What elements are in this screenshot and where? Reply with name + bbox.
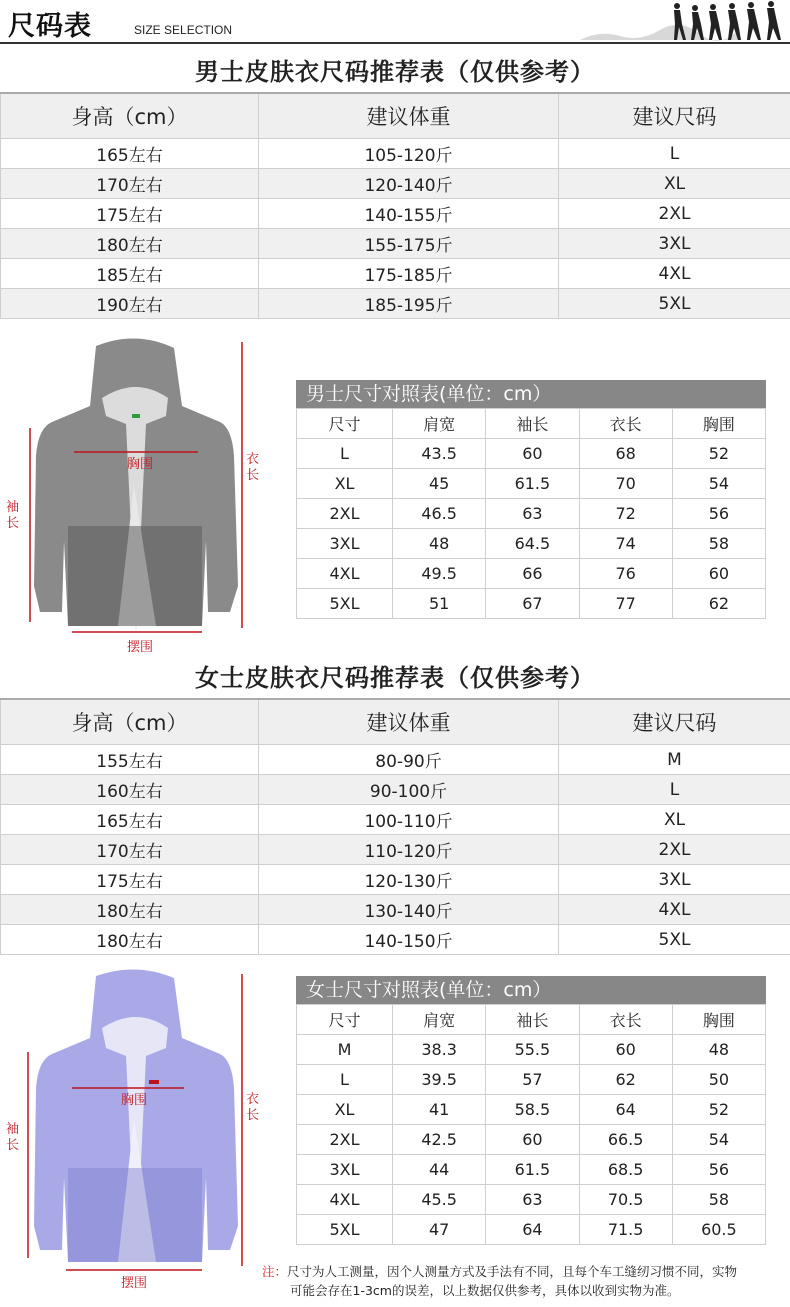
table-cell: 49.5 — [393, 559, 486, 589]
table-cell: 54 — [672, 469, 765, 499]
disclaimer-note — [262, 1262, 790, 1300]
table-cell: 61.5 — [486, 1155, 579, 1185]
header-cell: 建议尺码 — [559, 699, 790, 745]
table-cell: 140-150斤 — [259, 925, 559, 955]
table-cell: 180左右 — [1, 925, 259, 955]
table-cell: 5XL — [559, 289, 790, 319]
sleeve-label: 袖长 — [6, 500, 20, 531]
table-cell: 3XL — [559, 865, 790, 895]
table-row — [1, 169, 790, 199]
table-row — [297, 1215, 766, 1245]
table-cell: 66.5 — [579, 1125, 672, 1155]
table-cell: 60 — [486, 1125, 579, 1155]
header-cell: 胸围 — [672, 1005, 765, 1035]
table-cell: XL — [297, 469, 393, 499]
women-measure-title: 女士尺寸对照表(单位：cm） — [296, 976, 766, 1004]
women-jacket-illustration — [6, 968, 266, 1286]
table-row — [297, 1095, 766, 1125]
table-cell: 190左右 — [1, 289, 259, 319]
header-cell: 胸围 — [672, 409, 765, 439]
table-cell: 60 — [486, 439, 579, 469]
table-cell: 48 — [672, 1035, 765, 1065]
table-cell: 140-155斤 — [259, 199, 559, 229]
table-cell: 58 — [672, 529, 765, 559]
table-cell: 64 — [579, 1095, 672, 1125]
table-cell: 155左右 — [1, 745, 259, 775]
table-cell: 68.5 — [579, 1155, 672, 1185]
table-cell: 71.5 — [579, 1215, 672, 1245]
table-cell: 130-140斤 — [259, 895, 559, 925]
table-row — [1, 835, 790, 865]
hem-label: 摆围 — [127, 640, 154, 655]
table-row — [1, 199, 790, 229]
table-cell: 160左右 — [1, 775, 259, 805]
table-cell: 51 — [393, 589, 486, 619]
table-cell: 72 — [579, 499, 672, 529]
hikers-silhouette-icon — [580, 0, 790, 42]
table-cell: 180左右 — [1, 895, 259, 925]
table-cell: 64 — [486, 1215, 579, 1245]
table-cell: 180左右 — [1, 229, 259, 259]
sleeve-label: 袖长 — [6, 1122, 20, 1153]
table-cell: 48 — [393, 529, 486, 559]
table-cell: 185-195斤 — [259, 289, 559, 319]
table-header-row — [297, 1005, 766, 1035]
note-line-1: 尺寸为人工测量，因个人测量方式及手法有不同，且每个车工缝纫习惯不同，实物 — [287, 1264, 738, 1279]
table-row — [1, 289, 790, 319]
page-subtitle: SIZE SELECTION — [134, 23, 233, 37]
table-cell: 60.5 — [672, 1215, 765, 1245]
table-cell: 110-120斤 — [259, 835, 559, 865]
table-cell: 80-90斤 — [259, 745, 559, 775]
note-prefix: 注： — [262, 1264, 288, 1279]
women-section-title: 女士皮肤衣尺码推荐表（仅供参考） — [195, 664, 595, 692]
header-cell: 衣长 — [579, 409, 672, 439]
table-cell: 64.5 — [486, 529, 579, 559]
table-cell: 39.5 — [393, 1065, 486, 1095]
table-cell: 67 — [486, 589, 579, 619]
table-cell: 45.5 — [393, 1185, 486, 1215]
hem-label: 摆围 — [121, 1276, 148, 1291]
header-cell: 建议尺码 — [559, 93, 790, 139]
table-cell: 60 — [579, 1035, 672, 1065]
table-row — [1, 865, 790, 895]
table-row — [297, 529, 766, 559]
men-jacket-illustration — [6, 336, 266, 654]
table-cell: 63 — [486, 1185, 579, 1215]
table-cell: 74 — [579, 529, 672, 559]
table-cell: 100-110斤 — [259, 805, 559, 835]
women-recommend-table — [0, 698, 790, 955]
table-row — [297, 1185, 766, 1215]
page-title: 尺码表 — [8, 11, 92, 42]
header-cell: 身高（cm） — [1, 93, 259, 139]
table-row — [1, 805, 790, 835]
table-cell: M — [297, 1035, 393, 1065]
table-cell: 175左右 — [1, 865, 259, 895]
men-jacket-icon — [34, 338, 238, 636]
length-label: 衣长 — [246, 1092, 260, 1123]
table-cell: L — [297, 439, 393, 469]
header-cell: 尺寸 — [297, 1005, 393, 1035]
table-cell: 4XL — [559, 895, 790, 925]
table-cell: 3XL — [297, 529, 393, 559]
table-cell: 185左右 — [1, 259, 259, 289]
table-cell: 46.5 — [393, 499, 486, 529]
table-cell: 70 — [579, 469, 672, 499]
table-header-row — [1, 93, 790, 139]
page-header — [0, 0, 790, 44]
men-section-title: 男士皮肤衣尺码推荐表（仅供参考） — [195, 58, 595, 86]
table-cell: 52 — [672, 439, 765, 469]
table-cell: 3XL — [559, 229, 790, 259]
table-cell: 105-120斤 — [259, 139, 559, 169]
table-cell: 5XL — [297, 589, 393, 619]
table-cell: 170左右 — [1, 835, 259, 865]
table-cell: XL — [559, 805, 790, 835]
table-cell: 50 — [672, 1065, 765, 1095]
table-cell: 62 — [579, 1065, 672, 1095]
table-row — [297, 589, 766, 619]
table-cell: L — [297, 1065, 393, 1095]
table-row — [1, 259, 790, 289]
table-cell: 170左右 — [1, 169, 259, 199]
table-cell: 165左右 — [1, 805, 259, 835]
table-cell: 62 — [672, 589, 765, 619]
table-cell: 54 — [672, 1125, 765, 1155]
table-cell: 120-130斤 — [259, 865, 559, 895]
table-cell: M — [559, 745, 790, 775]
table-cell: 41 — [393, 1095, 486, 1125]
table-cell: 38.3 — [393, 1035, 486, 1065]
table-cell: 165左右 — [1, 139, 259, 169]
table-cell: 2XL — [297, 1125, 393, 1155]
table-cell: 57 — [486, 1065, 579, 1095]
header-cell: 身高（cm） — [1, 699, 259, 745]
table-row — [297, 559, 766, 589]
table-cell: 60 — [672, 559, 765, 589]
header-cell: 肩宽 — [393, 1005, 486, 1035]
table-cell: 77 — [579, 589, 672, 619]
table-cell: 47 — [393, 1215, 486, 1245]
table-cell: 5XL — [297, 1215, 393, 1245]
length-label: 衣长 — [246, 452, 260, 483]
table-cell: 155-175斤 — [259, 229, 559, 259]
men-measure-table — [296, 380, 766, 619]
table-cell: 120-140斤 — [259, 169, 559, 199]
table-cell: 45 — [393, 469, 486, 499]
header-cell: 袖长 — [486, 1005, 579, 1035]
women-measure-table — [296, 976, 766, 1245]
table-row — [1, 745, 790, 775]
table-row — [297, 469, 766, 499]
table-cell: 2XL — [559, 835, 790, 865]
table-cell: 56 — [672, 499, 765, 529]
men-recommend-table — [0, 92, 790, 319]
table-cell: 70.5 — [579, 1185, 672, 1215]
chest-label: 胸围 — [127, 457, 154, 472]
table-row — [1, 775, 790, 805]
table-row — [297, 1155, 766, 1185]
table-row — [1, 139, 790, 169]
table-cell: 3XL — [297, 1155, 393, 1185]
table-cell: L — [559, 139, 790, 169]
header-cell: 肩宽 — [393, 409, 486, 439]
table-row — [297, 1125, 766, 1155]
table-cell: 66 — [486, 559, 579, 589]
table-cell: 55.5 — [486, 1035, 579, 1065]
table-cell: 175左右 — [1, 199, 259, 229]
table-cell: 63 — [486, 499, 579, 529]
header-cell: 建议体重 — [259, 93, 559, 139]
header-cell: 尺寸 — [297, 409, 393, 439]
table-cell: 2XL — [297, 499, 393, 529]
table-cell: 4XL — [297, 559, 393, 589]
table-cell: L — [559, 775, 790, 805]
table-cell: 4XL — [297, 1185, 393, 1215]
table-cell: 76 — [579, 559, 672, 589]
table-cell: 52 — [672, 1095, 765, 1125]
table-header-row — [297, 409, 766, 439]
table-row — [1, 895, 790, 925]
table-cell: 90-100斤 — [259, 775, 559, 805]
women-jacket-icon — [34, 969, 238, 1268]
table-row — [297, 499, 766, 529]
table-cell: 43.5 — [393, 439, 486, 469]
table-cell: 42.5 — [393, 1125, 486, 1155]
table-cell: 4XL — [559, 259, 790, 289]
table-cell: 58.5 — [486, 1095, 579, 1125]
table-row — [297, 1035, 766, 1065]
men-measure-title: 男士尺寸对照表(单位：cm） — [296, 380, 766, 408]
header-cell: 袖长 — [486, 409, 579, 439]
table-cell: XL — [297, 1095, 393, 1125]
table-cell: 175-185斤 — [259, 259, 559, 289]
header-cell: 建议体重 — [259, 699, 559, 745]
header-divider — [0, 42, 790, 44]
table-cell: 2XL — [559, 199, 790, 229]
note-line-2: 可能会存在1-3cm的误差，以上数据仅供参考，具体以收到实物为准。 — [290, 1283, 680, 1298]
table-cell: 68 — [579, 439, 672, 469]
header-cell: 衣长 — [579, 1005, 672, 1035]
table-cell: 58 — [672, 1185, 765, 1215]
table-row — [1, 925, 790, 955]
table-cell: 56 — [672, 1155, 765, 1185]
table-row — [1, 229, 790, 259]
table-cell: 61.5 — [486, 469, 579, 499]
table-row — [297, 439, 766, 469]
table-cell: XL — [559, 169, 790, 199]
table-row — [297, 1065, 766, 1095]
chest-label: 胸围 — [121, 1093, 148, 1108]
table-cell: 44 — [393, 1155, 486, 1185]
table-cell: 5XL — [559, 925, 790, 955]
table-header-row — [1, 699, 790, 745]
